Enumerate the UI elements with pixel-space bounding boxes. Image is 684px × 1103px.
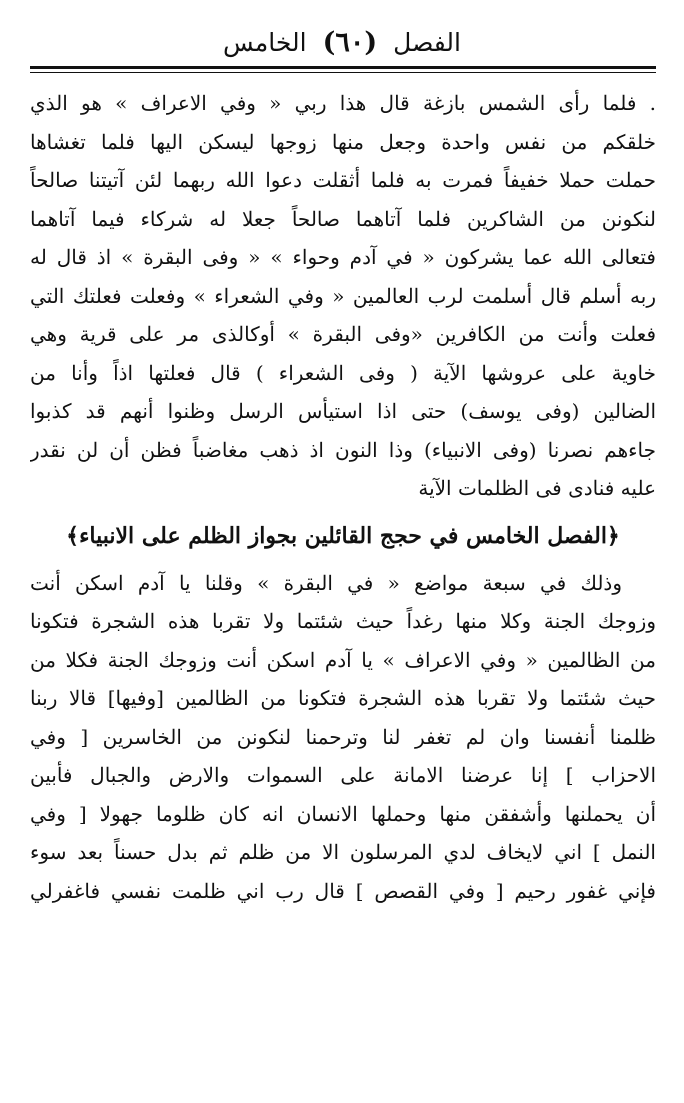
text-line: وزوجك الجنة وكلا منها رغداً حيث شئتما ولا تقربا هذه الشجرة فتكونا <box>30 609 656 633</box>
text-line: فإني غفور رحيم [ وفي القصص ] قال رب اني ظلمت نفسي فاغفرلي <box>30 878 656 903</box>
text-line: من الظالمين « وفي الاعراف » يا آدم اسكن أنت وزوجك الجنة فكلا من <box>30 647 656 672</box>
text-line: خلقكم من نفس واحدة وجعل منها زوجها ليسكن اليها فلما تغشاها <box>30 129 656 154</box>
text-line: خاوية على عروشها الآية ( وفى الشعراء ) قال فعلتها اذاً وأنا من <box>30 360 656 385</box>
text-line: النمل ] اني لايخاف لدي المرسلون الا من ظلم ثم بدل حسناً بعد سوء <box>30 840 656 864</box>
text-line: حملت حملا خفيفاً فمرت به فلما أثقلت دعوا الله ربهما لئن آتيتنا صالحاً <box>30 168 656 192</box>
text-line: أن يحملنها وأشفقن منها وحملها الانسان انه كان ظلوما جهولا [ وفي <box>30 801 656 826</box>
text-line: فعلت وأنت من الكافرين «وفى البقرة » أوكالذى مر على قرية وهي <box>30 322 656 346</box>
header-section-label: الفصل <box>393 27 461 57</box>
text-line: جاءهم نصرنا (وفى الانبياء) وذا النون اذ ذهب مغاضباً فظن أن لن نقدر <box>30 437 656 462</box>
text-line: ظلمنا أنفسنا وان لم تغفر لنا وترحمنا لنكونن من الخاسرين [ وفي <box>30 724 656 749</box>
text-line: ربه أسلم قال أسلمت لرب العالمين « وفي الشعراء » وفعلت فعلتك التي <box>30 283 656 308</box>
header-rule-thick <box>30 66 656 69</box>
text-line: عليه فنادى فى الظلمات الآية <box>418 476 656 500</box>
header-rule-thin <box>30 72 656 73</box>
header-ordinal: الخامس <box>223 27 307 57</box>
text-line: فتعالى الله عما يشركون « في آدم وحواء » « وفى البقرة » اذ قال له <box>30 245 656 269</box>
page-number: (٦٠) <box>322 26 378 58</box>
text-line: حيث شئتما ولا تقربا هذه الشجرة فتكونا من الظالمين [وفيها] قالا ربنا <box>30 686 656 710</box>
text-line: وذلك في سبعة مواضع « في البقرة » وقلنا يا آدم اسكن أنت <box>30 570 622 595</box>
body-text <box>30 84 656 910</box>
text-line: لنكونن من الشاكرين فلما آتاهما صالحاً جعلا له شركاء فيما آتاهما <box>30 206 656 231</box>
text-line: . فلما رأى الشمس بازغة قال هذا ربي « وفي الاعراف » هو الذي <box>30 91 656 115</box>
text-line: الاحزاب ] إنا عرضنا الامانة على السموات والارض والجبال فأبين <box>30 763 656 787</box>
section-heading: ﴿الفصل الخامس في حجج القائلين بجواز الظلم على الانبياء﴾ <box>66 522 620 549</box>
running-header <box>40 22 644 62</box>
text-line: الضالين (وفى يوسف) حتى اذا استيأس الرسل وظنوا أنهم قد كذبوا <box>30 399 656 423</box>
